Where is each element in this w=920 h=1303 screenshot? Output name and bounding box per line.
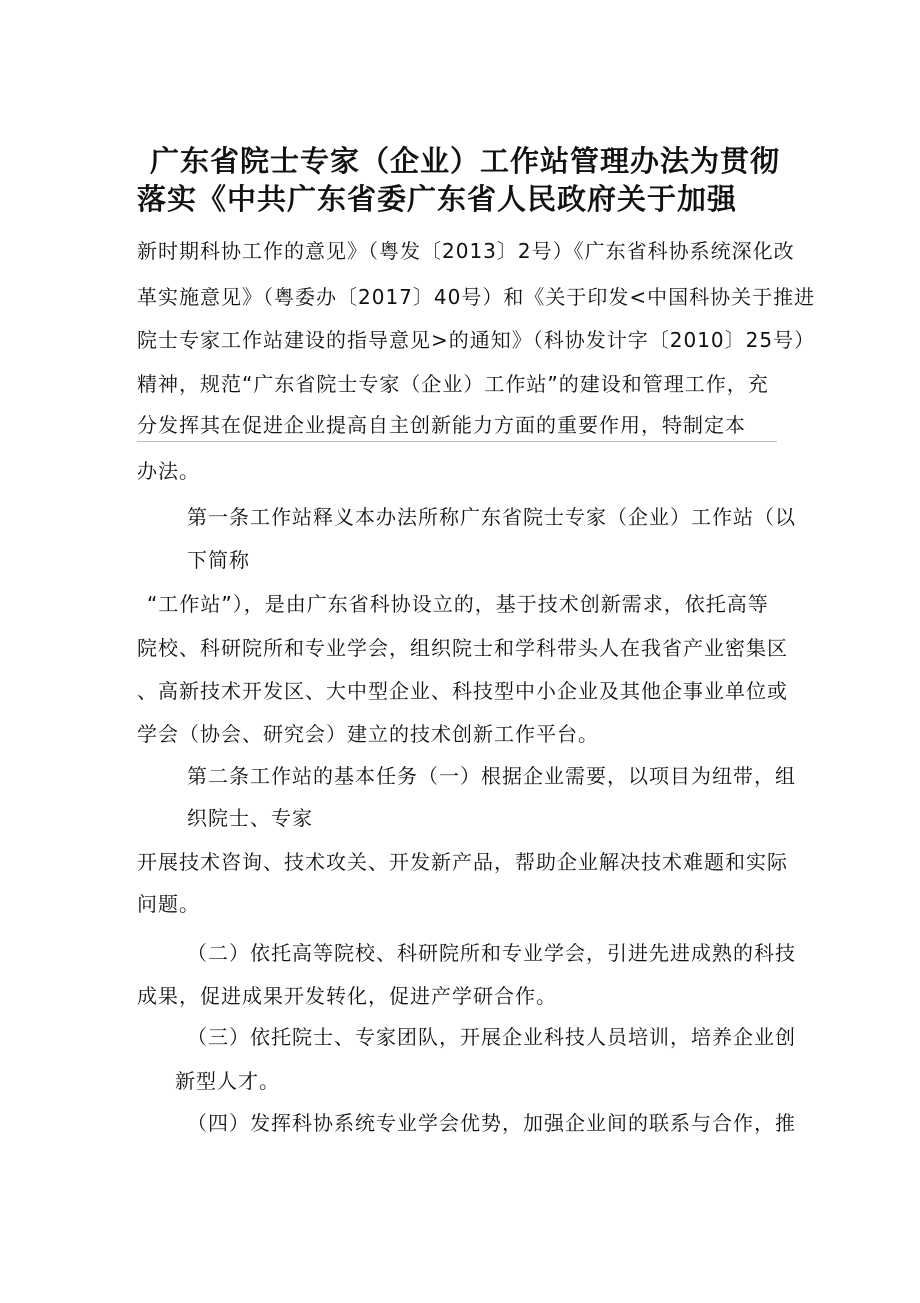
article-2-heading: 第二条工作站的基本任务（一）根据企业需要，以项目为纽带，组 xyxy=(187,764,796,788)
paragraph-line: 织院士、专家 xyxy=(187,806,313,830)
paragraph-line: 办法。 xyxy=(137,459,200,483)
paragraph-line: 开展技术咨询、技术攻关、开发新产品，帮助企业解决技术难题和实际 xyxy=(137,850,788,874)
paragraph-line: 院士专家工作站建设的指导意见>的通知》（科协发计字〔2010〕25号） xyxy=(137,328,816,352)
document-title-line-2: 落实《中共广东省委广东省人民政府关于加强 xyxy=(137,182,738,216)
paragraph-line: 、高新技术开发区、大中型企业、科技型中小企业及其他企事业单位或 xyxy=(137,679,788,703)
document-title-line-1: 广东省院士专家（企业）工作站管理办法为贯彻 xyxy=(150,144,781,178)
paragraph-line: 成果，促进成果开发转化，促进产学研合作。 xyxy=(137,984,557,1008)
paragraph-line: 问题。 xyxy=(137,892,200,916)
paragraph-line: 学会（协会、研究会）建立的技术创新工作平台。 xyxy=(137,722,599,746)
paragraph-line: 革实施意见》（粤委办〔2017〕40号）和《关于印发<中国科协关于推进 xyxy=(137,285,816,309)
item-3-line: （三）依托院士、专家团队，开展企业科技人员培训，培养企业创 xyxy=(187,1025,796,1049)
item-2-line: （二）依托高等院校、科研院所和专业学会，引进先进成熟的科技 xyxy=(187,941,796,965)
paragraph-line: 分发挥其在促进企业提高自主创新能力方面的重要作用，特制定本 xyxy=(137,413,746,437)
item-4-line: （四）发挥科协系统专业学会优势，加强企业间的联系与合作，推 xyxy=(187,1111,796,1135)
paragraph-line: 新型人才。 xyxy=(175,1069,280,1093)
horizontal-divider xyxy=(137,441,777,442)
paragraph-line: 精神，规范“广东省院士专家（企业）工作站”的建设和管理工作，充 xyxy=(137,372,769,396)
paragraph-line: 下简称 xyxy=(187,548,250,572)
paragraph-line: 新时期科协工作的意见》（粤发〔2013〕2号）《广东省科协系统深化改 xyxy=(137,239,795,263)
paragraph-line: “工作站”），是由广东省科协设立的，基于技术创新需求，依托高等 xyxy=(147,592,769,616)
article-1-heading: 第一条工作站释义本办法所称广东省院士专家（企业）工作站（以 xyxy=(187,505,796,529)
paragraph-line: 院校、科研院所和专业学会，组织院士和学科带头人在我省产业密集区 xyxy=(137,636,788,660)
